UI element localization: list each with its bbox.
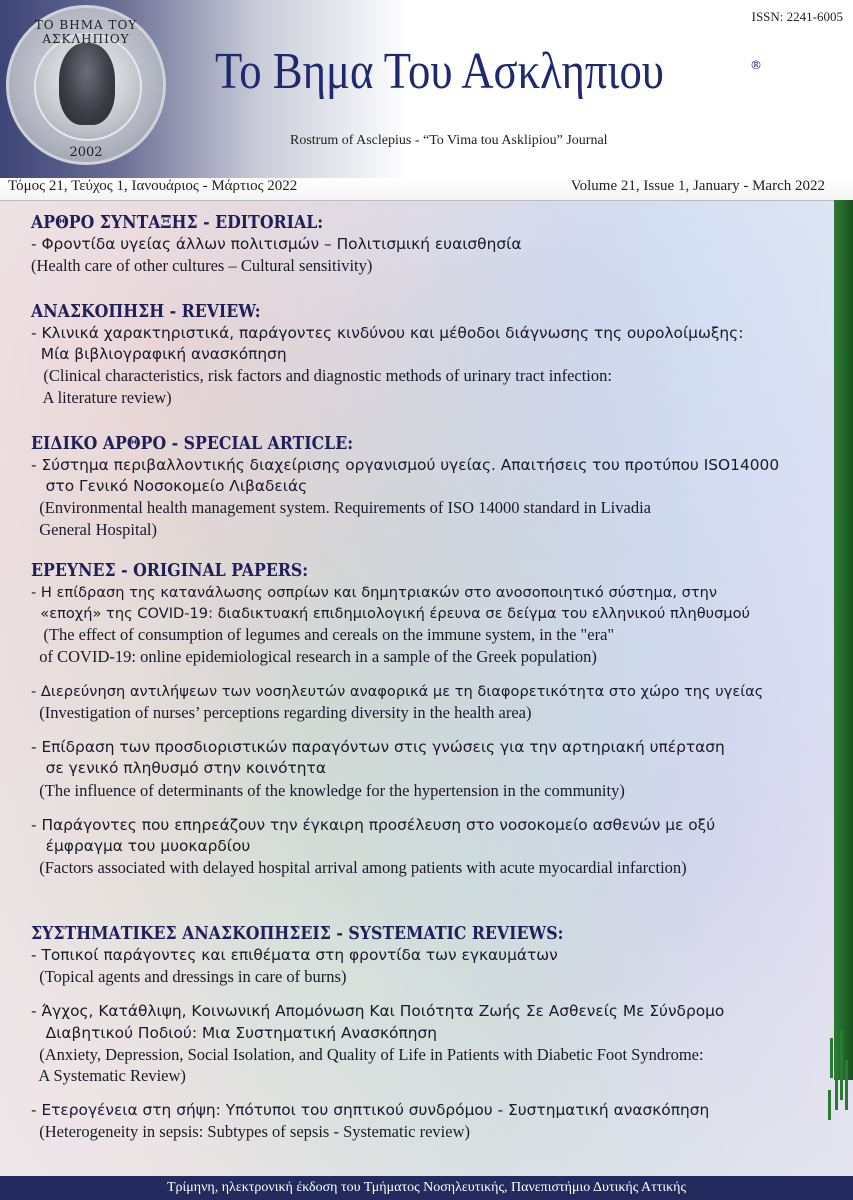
green-bar-fragments (826, 1030, 853, 1130)
section-editorial (31, 212, 521, 276)
article-line[interactable]: σε γενικό πληθυσμό στην κοινότητα (31, 759, 326, 778)
article-line[interactable]: - Σύστημα περιβαλλοντικής διαχείρισης οργανισμού υγείας. Απαιτήσεις του προτύπου ISO14000 (31, 456, 780, 474)
article-line[interactable]: - Φροντίδα υγείας άλλων πολιτισμών – Πολιτισμική ευαισθησία (31, 235, 522, 253)
section-review (31, 301, 743, 408)
article-line[interactable]: of COVID-19: online epidemiological research in a sample of the Greek population) (31, 646, 597, 666)
article-line[interactable]: - Κλινικά χαρακτηριστικά, παράγοντες κινδύνου και μέθοδοι διάγνωσης της ουρολοίμωξης: (31, 324, 744, 342)
section-original-papers (31, 560, 763, 878)
section-title: ΑΝΑΣΚΟΠΗΣΗ - REVIEW: (31, 302, 261, 322)
article-line[interactable]: έμφραγμα του μυοκαρδίου (31, 837, 251, 856)
journal-title: Το Βημα Του Ασκληπιου (215, 43, 664, 100)
volume-bar (0, 178, 853, 201)
article-line[interactable]: A Systematic Review) (31, 1066, 186, 1086)
section-systematic-reviews (31, 923, 724, 1143)
section-title: ΑΡΘΡΟ ΣΥΝΤΑΞΗΣ - EDITORIAL: (31, 213, 324, 233)
article-line[interactable]: (Topical agents and dressings in care of burns) (31, 967, 347, 987)
section-title: ΕΙΔΙΚΟ ΑΡΘΡΟ - SPECIAL ARTICLE: (31, 434, 354, 454)
article-line[interactable]: - Άγχος, Κατάθλιψη, Κοινωνική Απομόνωση Και Ποιότητα Ζωής Σε Ασθενείς Με Σύνδρομο (31, 1002, 725, 1021)
article-line[interactable]: (Heterogeneity in sepsis: Subtypes of sepsis - Systematic review) (31, 1122, 470, 1142)
article-line[interactable]: (Investigation of nurses’ perceptions regarding diversity in the health area) (31, 703, 532, 723)
article-line[interactable]: στο Γενικό Νοσοκομείο Λιβαδειάς (31, 477, 308, 496)
logo-year: 2002 (69, 145, 103, 160)
volume-english: Volume 21, Issue 1, January - March 2022 (570, 178, 825, 194)
article-line[interactable]: «εποχή» της COVID-19: διαδικτυακή επιδημιολογική έρευνα σε δείγμα του ελληνικού πληθυσμού (31, 605, 750, 623)
article-line[interactable]: (Health care of other cultures – Cultural sensitivity) (31, 256, 373, 276)
logo-text: ΤΟ ΒΗΜΑ ΤΟΥ ΑΣΚΛΗΠΙΟΥ (34, 18, 138, 46)
article-line[interactable]: (The influence of determinants of the knowledge for the hypertension in the community) (31, 780, 625, 800)
volume-greek: Τόμος 21, Τεύχος 1, Ιανουάριος - Μάρτιος 2022 (8, 178, 298, 194)
footer: Τρίμηνη, ηλεκτρονική έκδοση του Τμήματος Νοσηλευτικής, Πανεπιστήμιο Δυτικής Αττικής (0, 1176, 853, 1200)
section-special-article (31, 433, 779, 540)
article-line[interactable]: - Η επίδραση της κατανάλωσης οσπρίων και δημητριακών στο ανοσοποιητικό σύστημα, στην (31, 584, 718, 601)
article-line[interactable]: - Επίδραση των προσδιοριστικών παραγόντων στις γνώσεις για την αρτηριακή υπέρταση (31, 738, 725, 757)
journal-logo (6, 5, 166, 165)
article-line[interactable]: - Διερεύνηση αντιλήψεων των νοσηλευτών αναφορικά με τη διαφορετικότητα στο χώρο της υγείας (31, 682, 764, 700)
article-line[interactable]: - Τοπικοί παράγοντες και επιθέματα στη φροντίδα των εγκαυμάτων (31, 946, 558, 964)
article-line[interactable]: (Anxiety, Depression, Social Isolation, and Quality of Life in Patients with Diabetic Foot Syndrome: (31, 1044, 704, 1064)
section-title: ΣΥΣΤΗΜΑΤΙΚΕΣ ΑΝΑΣΚΟΠΗΣΕΙΣ - SYSTEMATIC REVIEWS: (31, 924, 564, 944)
registered-mark: ® (750, 58, 762, 72)
section-title: ΕΡΕΥΝΕΣ - ORIGINAL PAPERS: (31, 561, 309, 581)
article-line[interactable]: (Factors associated with delayed hospital arrival among patients with acute myocardial infarction) (31, 858, 687, 878)
asclepius-head-icon (59, 43, 115, 125)
article-line[interactable]: (Clinical characteristics, risk factors and diagnostic methods of urinary tract infection: (31, 366, 612, 386)
article-line[interactable]: - Παράγοντες που επηρεάζουν την έγκαιρη προσέλευση στο νοσοκομείο ασθενών με οξύ (31, 815, 716, 834)
article-line[interactable]: Μία βιβλιογραφική ανασκόπηση (31, 345, 287, 364)
green-side-bar (834, 200, 853, 1080)
issn: ISSN: 2241-6005 (751, 9, 843, 24)
article-line[interactable]: - Ετερογένεια στη σήψη: Υπότυποι του σηπτικού συνδρόμου - Συστηματική ανασκόπηση (31, 1101, 710, 1120)
article-line[interactable]: General Hospital) (31, 519, 157, 539)
article-line[interactable]: (Environmental health management system. Requirements of ISO 14000 standard in Livadia (31, 498, 651, 518)
article-line[interactable]: Διαβητικού Ποδιού: Μια Συστηματική Ανασκόπηση (31, 1023, 438, 1042)
journal-header (0, 0, 853, 178)
journal-subtitle: Rostrum of Asclepius - “To Vima tou Asklipiou” Journal (290, 133, 608, 148)
article-line[interactable]: A literature review) (31, 387, 172, 407)
article-line[interactable]: (The effect of consumption of legumes and cereals on the immune system, in the "era" (31, 625, 615, 645)
